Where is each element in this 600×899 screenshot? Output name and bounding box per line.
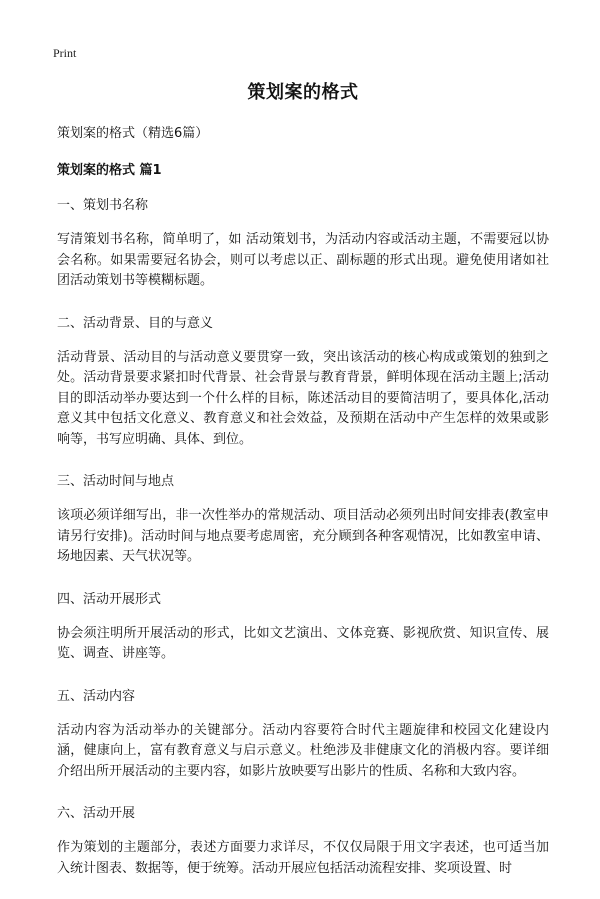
section-heading: 三、活动时间与地点 [57,474,175,489]
section-paragraph: 该项必须详细写出，非一次性举办的常规活动、项目活动必须列出时间安排表(教室申请另行安排)。活动时间与地点要考虑周密，充分顾到各种客观情况，比如教室申请、场地因素、天气状况等。 [57,508,549,564]
print-link[interactable]: Print [53,46,77,60]
section-paragraph: 写清策划书名称，简单明了，如 活动策划书，为活动内容或活动主题，不需要冠以协会名称。如果需要冠名协会，则可以考虑以正、副标题的形式出现。避免使用诸如社团活动策划书等模糊标题。 [57,232,549,288]
section-heading: 四、活动开展形式 [57,591,162,607]
section-paragraph: 作为策划的主题部分，表述方面要力求详尽，不仅仅局限于用文字表述，也可适当加入统计图表、数据等，便于统筹。活动开展应包括活动流程安排、奖项设置、时 [57,840,549,876]
section-paragraph: 活动背景、活动目的与活动意义要贯穿一致，突出该活动的核心构成或策划的独到之处。活动背景要求紧扣时代背景、社会背景与教育背景，鲜明体现在活动主题上;活动目的即活动举办要达到一个什么样的目标，陈述活动目的要简洁明了，要具体化,活动意义其中包括文化意义、教育意义和社会效益，及预期在活动中产生怎样的效果或影响等，书写应明确、具体、到位。 [57,349,549,447]
section-heading: 一、策划书名称 [57,198,149,213]
section-heading: 五、活动内容 [57,688,136,704]
document-title: 策划案的格式 [247,82,359,103]
section-paragraph: 协会须注明所开展活动的形式，比如文艺演出、文体竞赛、影视欣赏、知识宣传、展览、调查、讲座等。 [57,625,549,661]
section-heading: 六、活动开展 [57,806,136,821]
part-title: 策划案的格式 篇1 [57,163,162,178]
document-body [57,78,549,899]
section-heading: 二、活动背景、目的与意义 [57,315,214,331]
document-subtitle: 策划案的格式（精选6篇） [57,126,209,141]
section-paragraph: 活动内容为活动举办的关键部分。活动内容要符合时代主题旋律和校园文化建设内涵，健康向上，富有教育意义与启示意义。杜绝涉及非健康文化的消极内容。要详细介绍出所开展活动的主要内容，如影片放映要写出影片的性质、名称和大致内容。 [57,722,549,779]
